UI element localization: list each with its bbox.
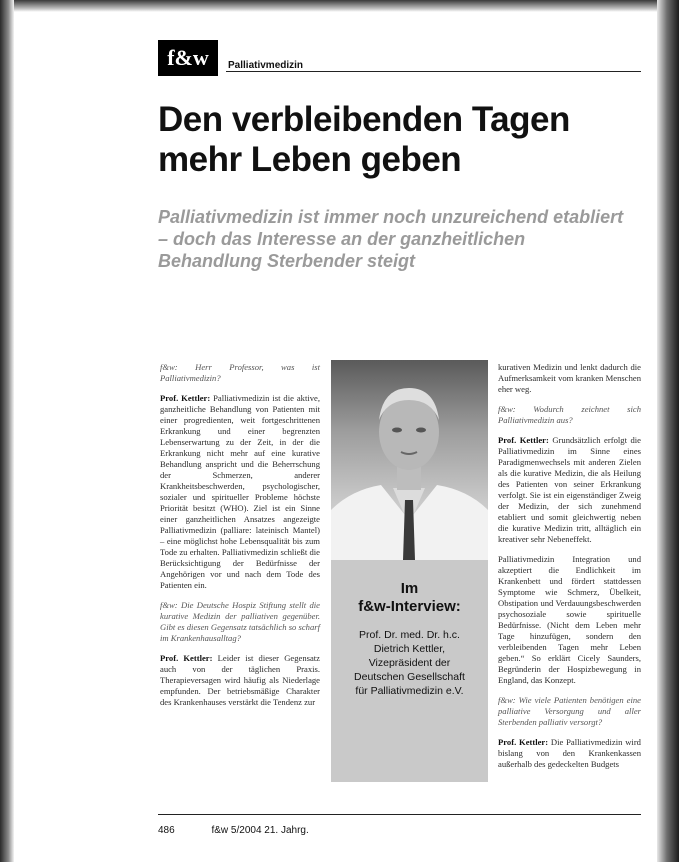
answer-3 <box>498 435 641 545</box>
answer-2 <box>160 653 320 708</box>
answer-3-text: Grundsätzlich erfolgt die Palliativmedizin im Sinne eines Paradigmenwechsels mit anderen Zielen als die kurative Medizin, die als Heilung des Patienten von seiner Erkrankung verfolgt. Sie ist ein eigenständiger Zweig der Medizin, der sich zunehmend etabliert und somit gleichwertig neben die kurative Medizin tritt, alltäglich ein kreativer sehr Nebeneffekt. <box>498 435 641 544</box>
interviewee-role-line-3: für Palliativmedizin e.V. <box>355 685 464 697</box>
continuation-text: kurativen Medizin und lenkt dadurch die Aufmerksamkeit vom kranken Menschen eher weg. <box>498 362 641 394</box>
answer-4 <box>498 737 641 770</box>
interview-infobox <box>331 560 488 782</box>
paragraph-concept: Palliativmedizin Integration und akzeptiert die Endlichkeit im Krankenbett und fördert stattdessen Symptome wie Schmerz, Übelkeit, Obstipation und Verdauungsbeschwerden psychosoziale sowie spirituelle Bedürfnisse. (Nicht dem Leben mehr Tage hinzufügen, sondern den verbleibenden Tagen mehr Leben geben.“ So erklärt Cicely Saunders, Begründerin der Hospizbewegung in England, das Konzept. <box>498 554 641 685</box>
infobox-title <box>331 580 488 616</box>
section-label: Palliativmedizin <box>228 60 304 71</box>
issue-label: f&w 5/2004 21. Jahrg. <box>211 825 309 836</box>
infobox-title-line-1: Im <box>400 580 419 597</box>
interviewee-name-line-2: Dietrich Kettler, <box>373 643 446 655</box>
answer-1-text: Palliativmedizin ist die aktive, ganzheitliche Behandlung von Patienten mit einer progredienten, weit fortgeschrittenen Erkrankung und einer begrenzten Lebenserwartung zu der Zeit, in der die Erkrankung nicht mehr auf eine kurative Behandlung anspricht und die Beherrschung der Schmerzen, anderer Krankheitsbeschwerden, psychologischer, sozialer und spiritueller Probleme höchste Priorität besitzt (WHO). Ziel ist ein Sinne einer ganzheitlichen Ansatzes angezeigte Palliativmedizin (palliare: lateinisch Mantel) – eine möglichst hohe Lebensqualität bis zum Tode zu erhalten. Palliativmedizin schließt die Berücksichtigung der Bedürfnisse der Angehörigen vor und nach dem Tode des Patienten ein. <box>160 393 320 590</box>
question-1: f&w: Herr Professor, was ist Palliativmedizin? <box>160 362 320 383</box>
interviewee-role-line-1: Vizepräsident der <box>368 657 451 669</box>
answer-1 <box>160 393 320 591</box>
scan-shadow-left <box>0 0 14 862</box>
scan-shadow-right <box>657 0 679 862</box>
header-rule <box>226 71 641 72</box>
question-4: f&w: Wie viele Patienten benötigen eine palliative Versorgung und aller Sterbenden palliativ versorgt? <box>498 695 641 727</box>
page-footer <box>158 825 309 836</box>
speaker-label: Prof. Kettler: <box>498 435 549 445</box>
infobox-body <box>331 628 488 698</box>
speaker-label: Prof. Kettler: <box>160 653 213 663</box>
headline-line-2: mehr Leben geben <box>158 140 462 179</box>
interviewee-role-line-2: Deutschen Gesellschaft <box>354 671 465 683</box>
question-3: f&w: Wodurch zeichnet sich Palliativmedizin aus? <box>498 404 641 425</box>
page-number: 486 <box>158 825 175 836</box>
infobox-title-line-2: f&w-Interview: <box>358 598 461 615</box>
interviewee-name-line-1: Prof. Dr. med. Dr. h.c. <box>359 629 460 641</box>
footer-rule <box>158 814 641 815</box>
question-2: f&w: Die Deutsche Hospiz Stiftung stellt die kurative Medizin der palliativen gegenüber. Gibt es diesen Gegensatz tatsächlich so scharf im Krankenhausalltag? <box>160 600 320 643</box>
text-column-3 <box>498 362 641 779</box>
text-column-1 <box>160 362 320 717</box>
article-headline <box>158 100 628 180</box>
portrait-illustration <box>331 360 488 560</box>
answer-4-text: Die Palliativmedizin wird bislang von den Krankenkassen außerhalb des gedeckelten Budgets <box>498 737 641 769</box>
article-subhead: Palliativmedizin ist immer noch unzureichend etabliert – doch das Interesse an der ganzheitlichen Behandlung Sterbender steigt <box>158 207 624 271</box>
speaker-label: Prof. Kettler: <box>498 737 549 747</box>
scan-shadow-top <box>0 0 679 12</box>
speaker-label: Prof. Kettler: <box>160 393 211 403</box>
answer-2-text: Leider ist dieser Gegensatz auch von der täglichen Praxis. Therapieversagen wird häufig als Niederlage empfunden. Der betriebsmäßige Charakter des Krankenhauses verstärkt die Tendenz zur <box>160 653 320 707</box>
journal-logo: f&w <box>158 40 218 76</box>
headline-line-1: Den verbleibenden Tagen <box>158 100 570 139</box>
portrait-photo <box>331 360 488 560</box>
